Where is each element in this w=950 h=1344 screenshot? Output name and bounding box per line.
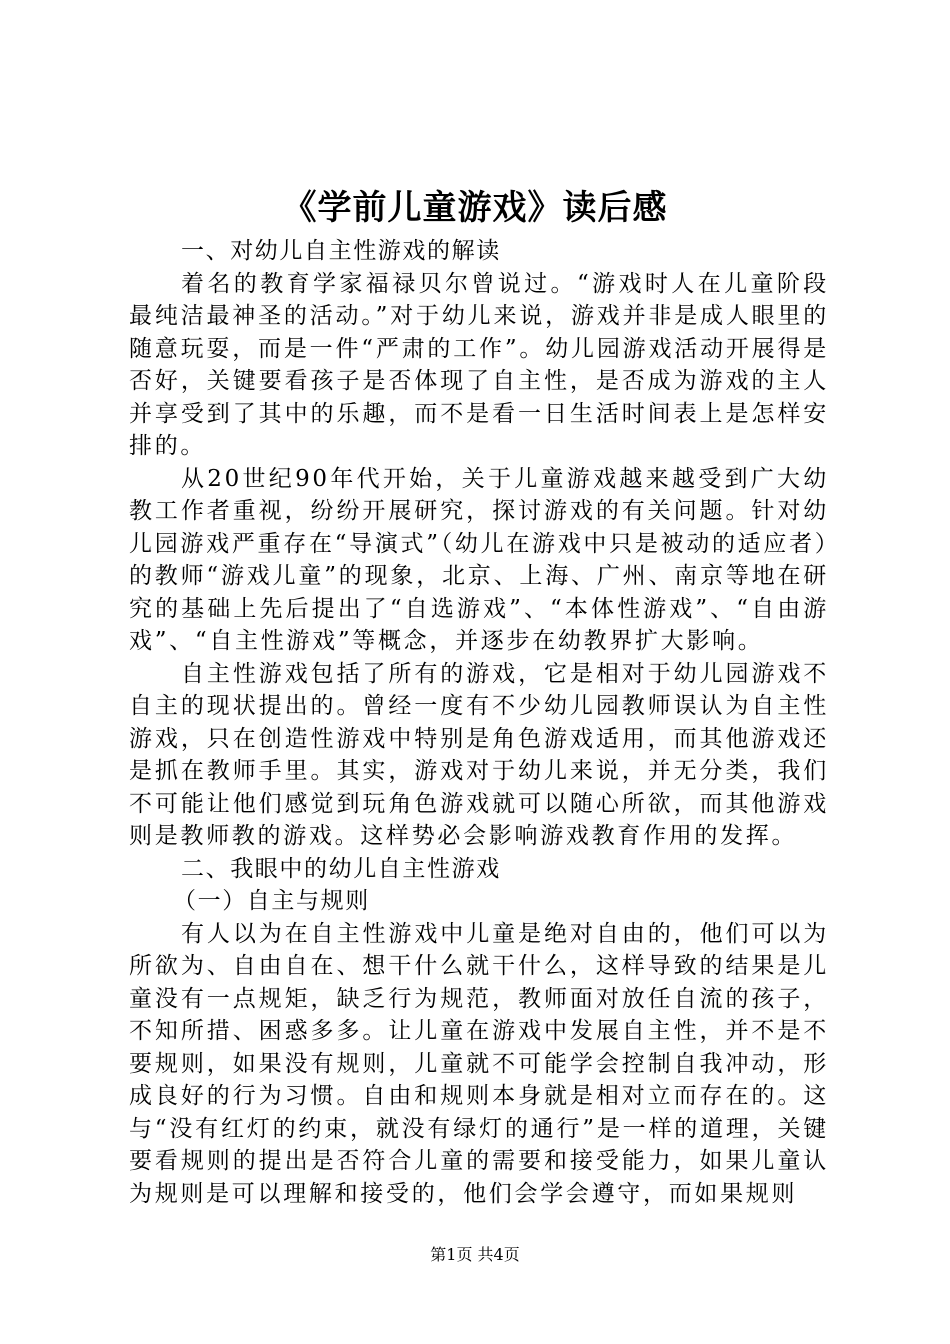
paragraph-3: 自主性游戏包括了所有的游戏，它是相对于幼儿园游戏不自主的现状提出的。曾经一度有不少幼儿园教师误认为自主性游戏，只在创造性游戏中特别是角色游戏适用，而其他游戏还是抓在教师手里。其实，游戏对于幼儿来说，并无分类，我们不可能让他们感觉到玩角色游戏就可以随心所欲，而其他游戏则是教师教的游戏。这样势必会影响游戏教育作用的发挥。 xyxy=(129,660,829,849)
sub-heading-1: （一）自主与规则 xyxy=(173,888,370,914)
document-body xyxy=(129,235,829,1210)
paragraph-4: 有人以为在自主性游戏中儿童是绝对自由的，他们可以为所欲为、自由自在、想干什么就干什么，这样导致的结果是儿童没有一点规矩，缺乏行为规范，教师面对放任自流的孩子，不知所措、困惑多多。让儿童在游戏中发展自主性，并不是不要规则，如果没有规则，儿童就不可能学会控制自我冲动，形成良好的行为习惯。自由和规则本身就是相对立而存在的。这与“没有红灯的约束，就没有绿灯的通行”是一样的道理，关键要看规则的提出是否符合儿童的需要和接受能力，如果儿童认为规则是可以理解和接受的，他们会学会遵守，而如果规则 xyxy=(129,920,829,1207)
section-heading-2: 二、我眼中的幼儿自主性游戏 xyxy=(181,855,501,882)
page-footer: 第1页 共4页 xyxy=(430,1245,520,1264)
document-title: 《学前儿童游戏》读后感 xyxy=(282,188,668,228)
paragraph-1: 着名的教育学家福禄贝尔曾说过。“游戏时人在儿童阶段最纯洁最神圣的活动。”对于幼儿来说，游戏并非是成人眼里的随意玩耍，而是一件“严肃的工作”。幼儿园游戏活动开展得是否好，关键要看孩子是否体现了自主性，是否成为游戏的主人并享受到了其中的乐趣，而不是看一日生活时间表上是怎样安排的。 xyxy=(129,270,829,459)
section-heading-1: 一、对幼儿自主性游戏的解读 xyxy=(181,238,501,264)
paragraph-2: 从20世纪90年代开始，关于儿童游戏越来越受到广大幼教工作者重视，纷纷开展研究，探讨游戏的有关问题。针对幼儿园游戏严重存在“导演式”（幼儿在游戏中只是被动的适应者）的教师“游戏儿童”的现象，北京、上海、广州、南京等地在研究的基础上先后提出了“自选游戏”、“本体性游戏”、“自由游戏”、“自主性游戏”等概念，并逐步在幼教界扩大影响。 xyxy=(129,465,829,654)
